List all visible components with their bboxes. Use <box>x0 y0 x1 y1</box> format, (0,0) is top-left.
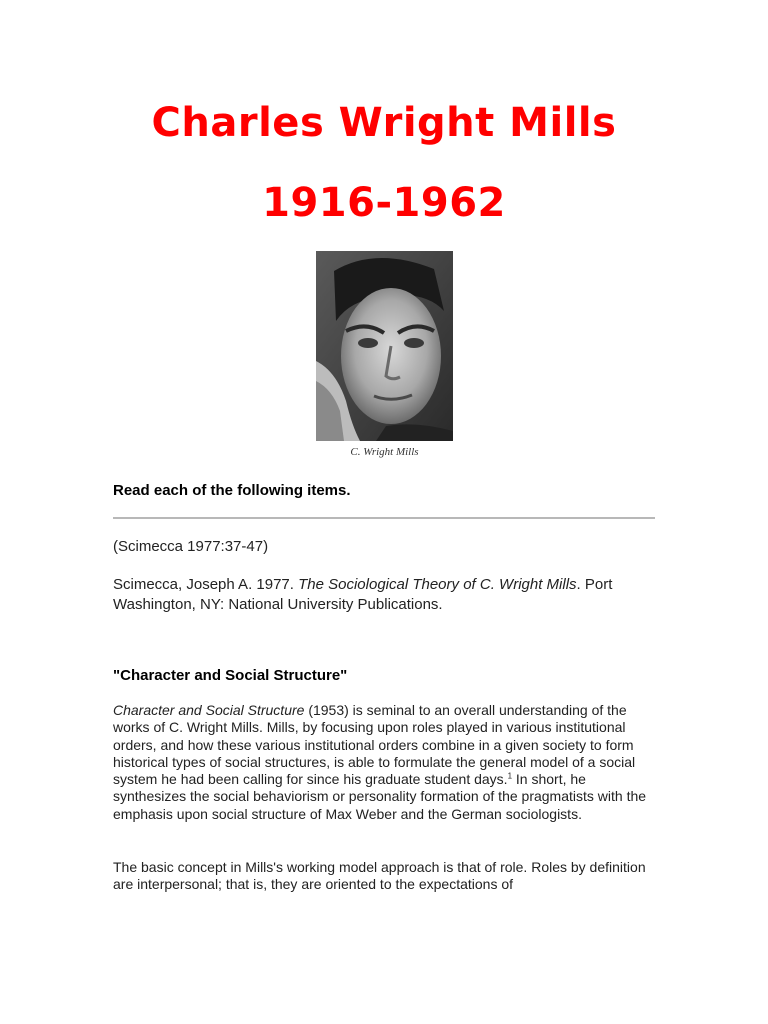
reference-book-title: The Sociological Theory of C. Wright Mills <box>298 576 577 593</box>
body-paragraph-1 <box>113 702 658 823</box>
book-title-italic: Character and Social Structure <box>113 702 305 718</box>
photo-caption: C. Wright Mills <box>350 446 419 458</box>
portrait-image <box>316 251 453 441</box>
reference-author-year: Scimecca, Joseph A. 1977. <box>113 576 294 593</box>
citation: (Scimecca 1977:37-47) <box>113 538 269 555</box>
horizontal-divider <box>113 517 655 519</box>
paragraph-text-continued: In short, he synthesizes the social behaviorism or personality formation of the pragmatists with the emphasis upon social structure of Max Weber and the German sociologists. <box>113 771 647 822</box>
portrait-photo <box>316 251 453 441</box>
body-paragraph-2: The basic concept in Mills's working model approach is that of role. Roles by definition are interpersonal; that is, they are oriented to the expectations of <box>113 859 646 893</box>
reference-publisher: . Port Washington, NY: National University Publications. <box>113 576 613 613</box>
page-title: Charles Wright Mills <box>151 100 617 146</box>
life-years: 1916-1962 <box>262 180 506 226</box>
paragraph-text: (1953) is seminal to an overall understanding of the works of C. Wright Mills. Mills, by focusing upon roles played in various institutional orders, and how these various institutional orders combine in a given society to form historical types of social structures, is able to formulate the general model of a social system he had been calling for since his graduate student days. <box>113 702 636 788</box>
reference-entry <box>113 575 673 615</box>
section-heading: "Character and Social Structure" <box>113 667 348 684</box>
footnote-marker[interactable]: 1 <box>507 771 513 781</box>
instruction-text: Read each of the following items. <box>113 482 351 499</box>
